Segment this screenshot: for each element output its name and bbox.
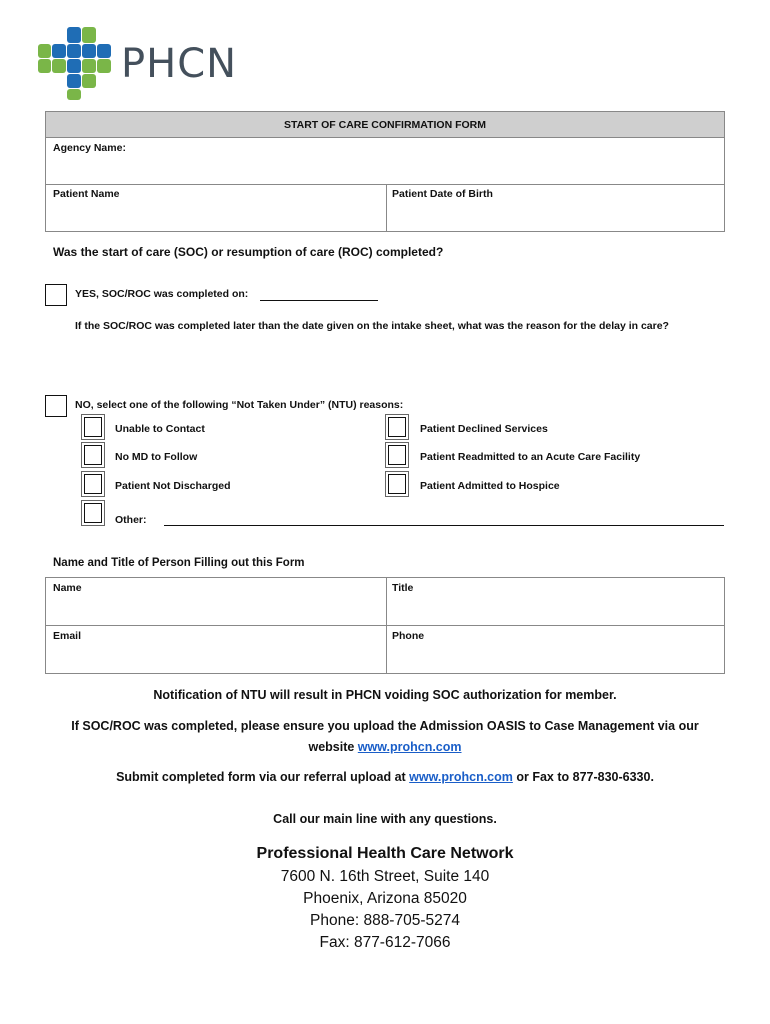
- ntu-notice: Notification of NTU will result in PHCN voiding SOC authorization for member.: [153, 688, 617, 702]
- reason-checkbox-other[interactable]: [81, 500, 105, 526]
- filler-heading: Name and Title of Person Filling out this Form: [53, 557, 305, 569]
- filler-email-label: Email: [53, 630, 82, 642]
- no-checkbox[interactable]: [45, 395, 67, 417]
- form-title: START OF CARE CONFIRMATION FORM: [45, 111, 725, 138]
- reason-label-unable-to-contact: Unable to Contact: [115, 423, 205, 435]
- filler-name-field[interactable]: [45, 577, 387, 626]
- submit-instruction: [0, 770, 770, 784]
- yes-label: YES, SOC/ROC was completed on:: [75, 288, 249, 300]
- phcn-logo-mark-icon: [38, 27, 118, 101]
- filler-name-label: Name: [53, 582, 82, 594]
- agency-name-label: Agency Name:: [53, 142, 126, 154]
- reason-label-not-discharged: Patient Not Discharged: [115, 480, 231, 492]
- patient-dob-label: Patient Date of Birth: [392, 188, 493, 200]
- filler-phone-label: Phone: [392, 630, 425, 642]
- soc-question: Was the start of care (SOC) or resumption of care (ROC) completed?: [53, 245, 444, 259]
- filler-phone-field[interactable]: [386, 625, 725, 674]
- reason-checkbox-no-md[interactable]: [81, 442, 105, 468]
- submit-prefix: Submit completed form via our referral upload at: [116, 770, 410, 784]
- upload-website-prefix: website: [308, 740, 358, 754]
- reason-checkbox-hospice[interactable]: [385, 471, 409, 497]
- filler-title-field[interactable]: [386, 577, 725, 626]
- org-address-2: Phoenix, Arizona 85020: [303, 890, 467, 907]
- call-instruction: Call our main line with any questions.: [273, 812, 497, 826]
- org-name: Professional Health Care Network: [256, 845, 514, 862]
- reason-label-hospice: Patient Admitted to Hospice: [420, 480, 560, 492]
- reason-label-no-md: No MD to Follow: [115, 451, 198, 463]
- reason-checkbox-unable-to-contact[interactable]: [81, 414, 105, 440]
- yes-checkbox[interactable]: [45, 284, 67, 306]
- website-link[interactable]: www.prohcn.com: [357, 740, 462, 754]
- submit-suffix: or Fax to 877-830-6330.: [512, 770, 654, 784]
- filler-email-field[interactable]: [45, 625, 387, 674]
- reason-checkbox-declined-services[interactable]: [385, 414, 409, 440]
- reason-label-other: Other:: [115, 514, 147, 526]
- upload-instruction-line2: [0, 740, 770, 754]
- org-address-1: 7600 N. 16th Street, Suite 140: [280, 868, 490, 885]
- no-label: NO, select one of the following “Not Taken Under” (NTU) reasons:: [75, 399, 404, 411]
- agency-name-field[interactable]: [45, 137, 725, 185]
- org-fax: Fax: 877-612-7066: [319, 934, 451, 951]
- reason-checkbox-readmitted[interactable]: [385, 442, 409, 468]
- soc-date-field[interactable]: [260, 300, 378, 301]
- filler-title-label: Title: [392, 582, 414, 594]
- org-phone: Phone: 888-705-5274: [310, 912, 460, 929]
- reason-checkbox-not-discharged[interactable]: [81, 471, 105, 497]
- upload-instruction-line1: If SOC/ROC was completed, please ensure you upload the Admission OASIS to Case Management via our: [71, 719, 699, 733]
- delay-question: If the SOC/ROC was completed later than the date given on the intake sheet, what was the reason for the delay in care?: [75, 320, 669, 332]
- reason-label-declined-services: Patient Declined Services: [420, 423, 548, 435]
- submit-website-link[interactable]: www.prohcn.com: [409, 770, 513, 784]
- reason-label-readmitted: Patient Readmitted to an Acute Care Facility: [420, 451, 641, 463]
- other-reason-field[interactable]: [164, 525, 724, 526]
- phcn-logo: [38, 27, 238, 101]
- logo-text: PHCN: [121, 41, 238, 87]
- patient-name-label: Patient Name: [53, 188, 120, 200]
